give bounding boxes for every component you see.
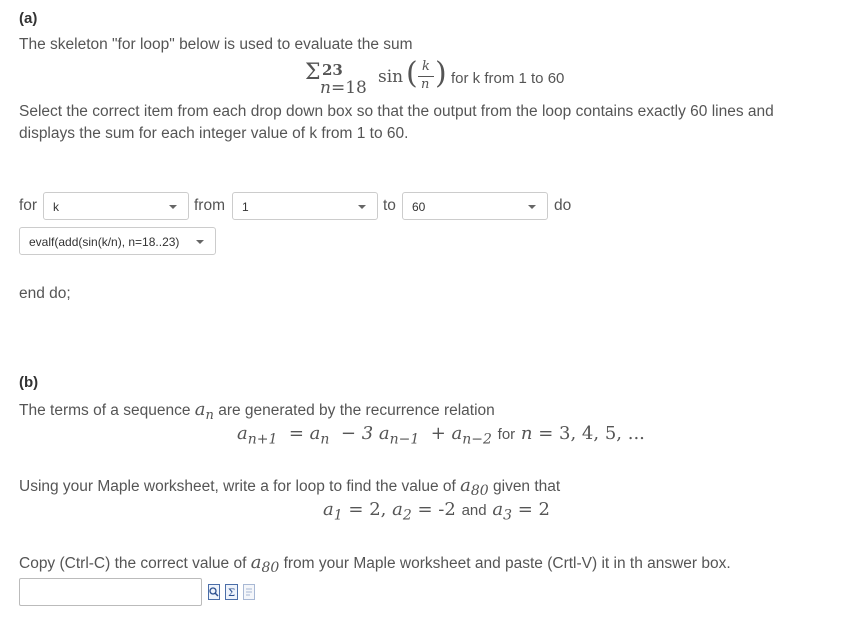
to-value-select[interactable] bbox=[402, 192, 548, 220]
help-icon[interactable] bbox=[243, 584, 255, 605]
chevron-down-icon bbox=[169, 205, 177, 209]
part-b-intro bbox=[19, 399, 495, 423]
copy-var: a bbox=[250, 552, 262, 573]
rec-coef: 3 bbox=[361, 423, 374, 444]
rec-rhs2: a bbox=[378, 423, 390, 444]
init-a2-sub: 2 bbox=[402, 507, 412, 524]
rec-rhs3: a bbox=[451, 423, 463, 444]
intro-pre-text: The terms of a sequence bbox=[19, 402, 191, 419]
loop-variable-value: k bbox=[53, 200, 59, 214]
loop-body-value: evalf(add(sin(k/n), n=18..23) bbox=[29, 235, 180, 249]
frac-numerator: k bbox=[422, 59, 430, 74]
rec-rhs1: a bbox=[309, 423, 321, 444]
init-a3-sub: 3 bbox=[503, 507, 512, 524]
preview-formula-icon[interactable] bbox=[225, 584, 238, 605]
sum-lower-var: n bbox=[320, 78, 331, 98]
from-value-select[interactable] bbox=[232, 192, 378, 220]
rec-rhs3-sub: n−2 bbox=[462, 431, 492, 448]
sum-upper-limit: 23 bbox=[322, 61, 343, 79]
instruction-line-2: displays the sum for each integer value of k from 1 to 60. bbox=[19, 125, 409, 142]
copy-pre-text: Copy (Ctrl-C) the correct value of bbox=[19, 555, 247, 572]
maple-post-text: given that bbox=[493, 478, 561, 495]
init-a1: a bbox=[323, 499, 334, 520]
maple-sub: 80 bbox=[470, 483, 489, 500]
init-and-text: and bbox=[461, 502, 487, 519]
preview-icon[interactable] bbox=[208, 584, 220, 605]
sum-range-text: for k from 1 to 60 bbox=[451, 70, 565, 87]
copy-instruction bbox=[19, 552, 731, 576]
maple-pre-text: Using your Maple worksheet, write a for loop to find the value of bbox=[19, 478, 456, 495]
rec-plus: + bbox=[425, 423, 452, 444]
rec-lhs-sub: n+1 bbox=[247, 431, 278, 448]
loop-variable-select[interactable] bbox=[43, 192, 189, 220]
sum-lower-limit: =18 bbox=[331, 78, 367, 98]
do-keyword: do bbox=[554, 197, 572, 214]
init-a2: a bbox=[392, 499, 403, 520]
from-keyword: from bbox=[194, 197, 225, 214]
chevron-down-icon bbox=[528, 205, 536, 209]
loop-body-select[interactable] bbox=[19, 227, 216, 255]
sequence-var: a bbox=[194, 399, 206, 420]
rec-for-text: for bbox=[497, 426, 516, 443]
init-a1-val: = 2, bbox=[348, 499, 387, 520]
right-paren: ) bbox=[435, 56, 447, 91]
init-a3: a bbox=[492, 499, 504, 520]
chevron-down-icon bbox=[358, 205, 366, 209]
copy-post-text: from your Maple worksheet and paste (Crtl-V) it in th answer box. bbox=[283, 555, 731, 572]
frac-denominator: n bbox=[421, 77, 430, 92]
part-a-intro: The skeleton "for loop" below is used to evaluate the sum bbox=[19, 36, 413, 53]
rec-minus: − bbox=[335, 423, 362, 444]
end-do-keyword: end do; bbox=[19, 285, 71, 302]
init-a3-val: = 2 bbox=[517, 499, 550, 520]
sequence-sub: n bbox=[205, 408, 214, 424]
maple-var: a bbox=[460, 475, 471, 496]
initial-conditions bbox=[323, 499, 550, 524]
rec-lhs: a bbox=[237, 423, 248, 444]
maple-instruction bbox=[19, 475, 560, 499]
instruction-line-1: Select the correct item from each drop down box so that the output from the loop contains exactly 60 lines and bbox=[19, 103, 774, 120]
part-a-heading: (a) bbox=[19, 10, 38, 27]
rec-equals: = bbox=[283, 423, 310, 444]
sigma-symbol: Σ bbox=[305, 60, 321, 85]
rec-rhs2-sub: n−1 bbox=[389, 431, 420, 448]
copy-sub: 80 bbox=[261, 560, 280, 577]
svg-text:Σ: Σ bbox=[228, 588, 236, 599]
to-value: 60 bbox=[412, 200, 426, 214]
init-a2-val: = -2 bbox=[417, 499, 456, 520]
rec-n-var: n bbox=[520, 423, 533, 444]
rec-n-values: = 3, 4, 5, ... bbox=[538, 423, 645, 444]
part-b-heading: (b) bbox=[19, 374, 39, 391]
chevron-down-icon bbox=[196, 240, 204, 244]
left-paren: ( bbox=[406, 56, 418, 91]
intro-post-text: are generated by the recurrence relation bbox=[218, 402, 495, 419]
for-keyword: for bbox=[19, 197, 38, 214]
init-a1-sub: 1 bbox=[333, 507, 343, 524]
sin-function: sin bbox=[378, 67, 404, 87]
to-keyword: to bbox=[383, 197, 396, 214]
answer-input[interactable] bbox=[19, 578, 202, 606]
from-value: 1 bbox=[242, 200, 249, 214]
rec-rhs1-sub: n bbox=[320, 431, 330, 448]
recurrence-relation bbox=[237, 423, 645, 448]
